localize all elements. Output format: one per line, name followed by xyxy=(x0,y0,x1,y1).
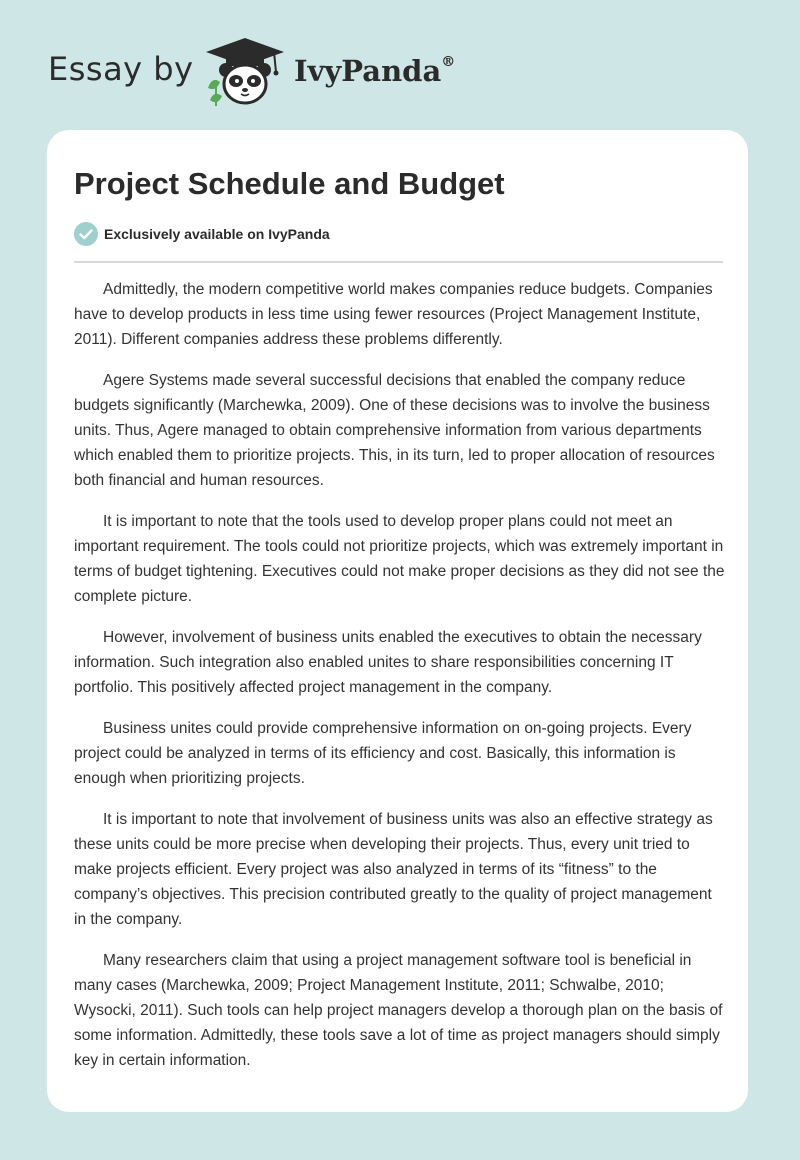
paragraph: It is important to note that involvement of business units was also an effective strategy as these units could be more precise when developing their projects. Thus, every unit tried to make projects efficient. Every project was also analyzed in terms of its “fitness” to the company’s objectives. This precision contributed greatly to the quality of project management in the company. xyxy=(74,811,713,928)
brand-name-text: IvyPanda xyxy=(294,54,442,88)
paragraph: Admittedly, the modern competitive world makes companies reduce budgets. Companies have to develop products in less time using fewer resources (Project Management Institute, 2011). Different companies address these problems differently. xyxy=(74,281,713,348)
panda-graduate-icon[interactable] xyxy=(202,36,288,108)
essay-card xyxy=(47,130,748,1112)
paragraph: It is important to note that the tools used to develop proper plans could not meet an important requirement. The tools could not prioritize projects, which was extremely important in terms of budget tightening. Executives could not make proper decisions as they did not see the complete picture. xyxy=(74,513,725,605)
paragraph: Agere Systems made several successful decisions that enabled the company reduce budgets significantly (Marchewka, 2009). One of these decisions was to involve the business units. Thus, Agere managed to obtain comprehensive information from various departments which enabled them to prioritize projects. This, in its turn, led to proper allocation of resources both financial and human resources. xyxy=(74,372,715,489)
page-title: Project Schedule and Budget xyxy=(74,166,505,201)
paragraph: Many researchers claim that using a project management software tool is beneficial in many cases (Marchewka, 2009; Project Management Institute, 2011; Schwalbe, 2010; Wysocki, 2011). Such tools can help project managers develop a thorough plan on the basis of some information. Admittedly, these tools save a lot of time as project managers should simply key in certain information. xyxy=(74,952,723,1069)
article-body xyxy=(74,277,726,1089)
check-circle-icon xyxy=(74,222,98,246)
essay-by-label: Essay by xyxy=(48,50,194,88)
exclusive-badge-label: Exclusively available on IvyPanda xyxy=(104,226,330,242)
paragraph: However, involvement of business units enabled the executives to obtain the necessary information. Such integration also enabled unites to share responsibilities concerning IT portfolio. This positively affected project management in the company. xyxy=(74,629,702,696)
exclusive-badge xyxy=(74,222,330,246)
paragraph: Business unites could provide comprehensive information on on-going projects. Every project could be analyzed in terms of its efficiency and cost. Basically, this information is enough when prioritizing projects. xyxy=(74,720,692,787)
registered-mark: ® xyxy=(441,54,456,71)
brand-name[interactable] xyxy=(294,54,455,88)
title-divider xyxy=(74,261,723,263)
site-header xyxy=(0,0,800,128)
